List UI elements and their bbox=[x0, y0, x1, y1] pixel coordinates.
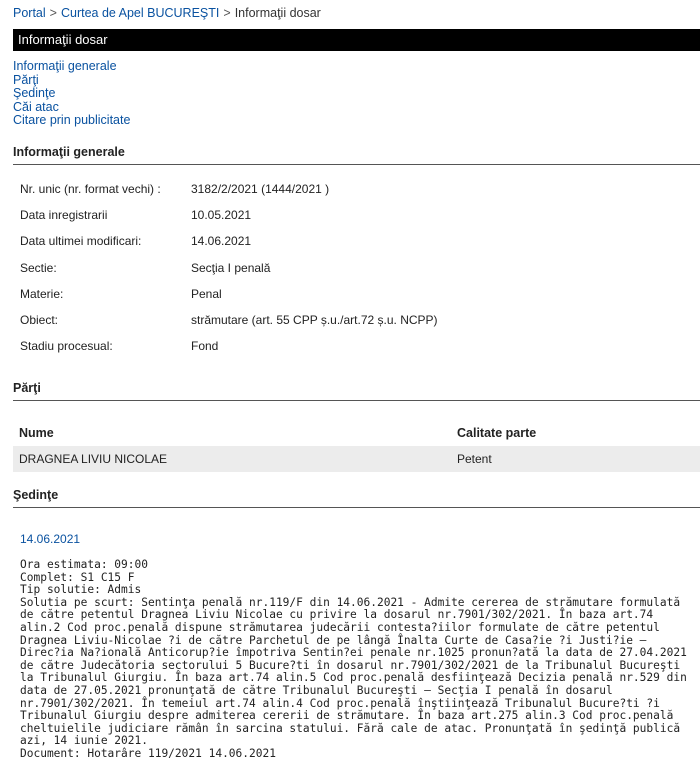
column-header-role: Calitate parte bbox=[457, 426, 537, 440]
session-document: Document: Hotarâre 119/2021 14.06.2021 bbox=[20, 746, 276, 760]
table-header-row bbox=[13, 420, 700, 446]
info-label: Nr. unic (nr. format vechi) : bbox=[20, 182, 161, 196]
table-row bbox=[13, 446, 700, 472]
section-heading-general: Informaţii generale bbox=[13, 145, 700, 165]
nav-link-public-summons[interactable]: Citare prin publicitate bbox=[13, 113, 131, 127]
breadcrumb-separator: > bbox=[223, 6, 231, 20]
session-panel: Complet: S1 C15 F bbox=[20, 570, 135, 584]
info-label: Obiect: bbox=[20, 312, 59, 327]
breadcrumb bbox=[13, 6, 321, 20]
page-title: Informaţii dosar bbox=[13, 29, 700, 51]
nav-link-general-info[interactable]: Informaţii generale bbox=[13, 59, 117, 73]
info-label: Data ultimei modificari: bbox=[20, 234, 142, 249]
session-solution-type: Tip solutie: Admis bbox=[20, 583, 142, 597]
breadcrumb-current: Informaţii dosar bbox=[234, 6, 321, 20]
session-date: 14.06.2021 bbox=[20, 532, 81, 546]
breadcrumb-court-link[interactable]: Curtea de Apel BUCUREŞTI bbox=[60, 6, 220, 20]
info-value: Penal bbox=[191, 286, 222, 301]
info-value: 10.05.2021 bbox=[191, 208, 252, 223]
party-name: DRAGNEA LIVIU NICOLAE bbox=[19, 452, 168, 466]
column-header-name: Nume bbox=[19, 426, 54, 440]
nav-link-sessions[interactable]: Şedinţe bbox=[13, 86, 56, 100]
session-time: Ora estimata: 09:00 bbox=[20, 558, 148, 571]
section-heading-sessions: Şedinţe bbox=[13, 488, 700, 508]
info-label: Sectie: bbox=[20, 260, 57, 275]
session-details bbox=[20, 559, 690, 761]
section-nav bbox=[13, 60, 130, 128]
section-heading-parties: Părţi bbox=[13, 381, 700, 401]
info-value: 14.06.2021 bbox=[191, 234, 252, 249]
info-label: Stadiu procesual: bbox=[20, 339, 113, 354]
info-value: Fond bbox=[191, 339, 219, 354]
info-label: Materie: bbox=[20, 286, 64, 301]
nav-link-parties[interactable]: Părţi bbox=[13, 72, 39, 87]
breadcrumb-separator: > bbox=[49, 6, 57, 20]
info-value: strămutare (art. 55 CPP ș.u./art.72 ș.u. NCPP) bbox=[191, 312, 438, 327]
nav-link-appeals[interactable]: Căi atac bbox=[13, 99, 59, 114]
info-value: 3182/2/2021 (1444/2021 ) bbox=[191, 182, 330, 196]
session-solution-summary: Solutia pe scurt: Sentinţa penală nr.119/F din 14.06.2021 - Admite cererea de strămutare formulată de către petentul Dragnea Liviu Nicolae cu privire la dosarul nr.7901/302/2021. În baza art.74 alin.2 Cod proc.penală dispune strămutarea judecării contesta?iilor formulate de către petentul Dragnea Liviu-Nicolae ?i de către Parchetul de pe lângă Înalta Curte de Casa?ie ?i Justi?ie – Direc?ia Na?ională Anticorup?ie împotriva Sentin?ei penale nr.1025 pronun?ată la data de 27.04.2021 de către Judecătoria sectorului 5 Bucure?ti în dosarul nr.7901/302/2021 de la Tribunalul Bucureşti la Tribunalul Giurgiu. În baza art.74 alin.5 Cod proc.penală desfiinţează Decizia penală nr.529 din data de 27.05.2021 pronunţată de către Tribunalul Bucureşti – Secţia I penală în dosarul nr.7901/302/2021. În temeiul art.74 alin.4 Cod proc.penală înştiinţează Tribunalul Bucure?ti ?i Tribunalul Giurgiu despre admiterea cererii de strămutare. În baza art.275 alin.3 Cod proc.penală cheltuielile judiciare rămân în sarcina statului. Fără cale de atac. Pronunţată în şedinţă publică azi, 14 iunie 2021. bbox=[20, 595, 687, 748]
info-value: Secţia I penală bbox=[191, 260, 271, 275]
parties-table bbox=[13, 420, 700, 472]
breadcrumb-portal-link[interactable]: Portal bbox=[13, 6, 46, 20]
info-label: Data inregistrarii bbox=[20, 208, 108, 223]
party-role: Petent bbox=[457, 452, 492, 466]
